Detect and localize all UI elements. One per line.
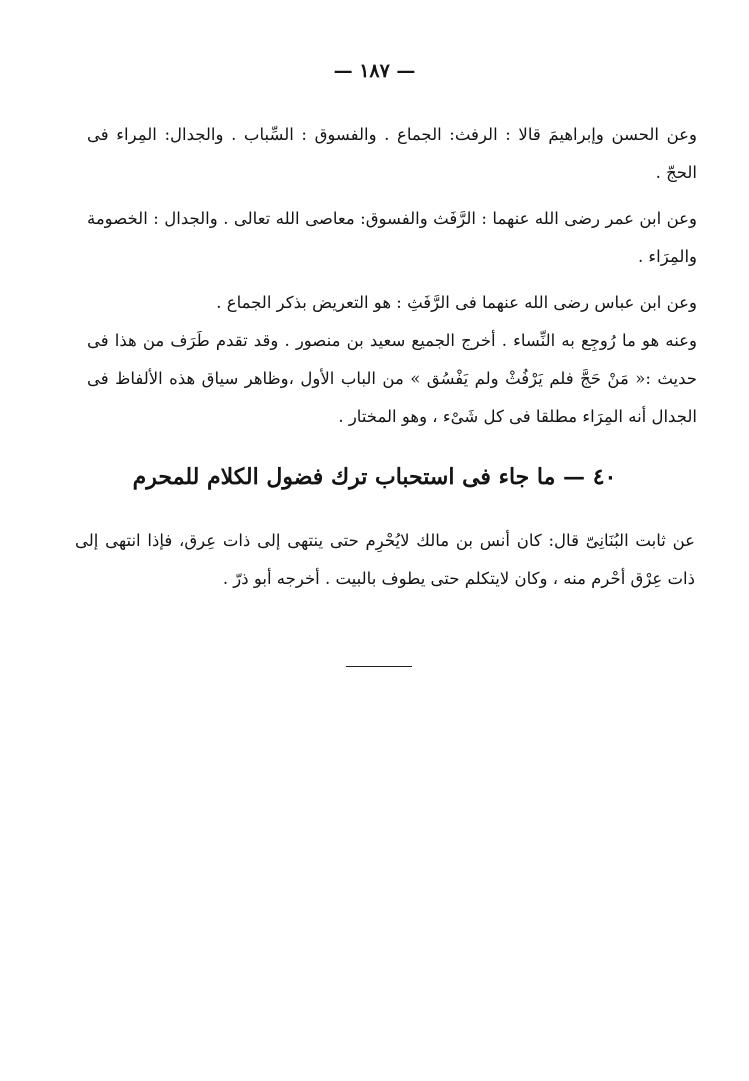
end-divider <box>346 666 412 667</box>
paragraph-ibn-abbas: وعن ابن عباس رضى الله عنهما فى الرَّفَثِ : هو التعريض بذكر الجماع . <box>216 293 697 312</box>
section-text: عن ثابت البُنَانِىّ قال: كان أنس بن مالك لايُحْرِم حتى ينتهى إلى ذات عِرق، فإذا انتهى إلى ذات عِرْق أحْرم منه ، وكان لايتكلم حتى يطوف بالبيت . أخرجه أبو ذرّ . <box>75 531 695 588</box>
section-heading: ٤٠ — ما جاء فى استحباب ترك فضول الكلام للمحرم <box>132 464 617 490</box>
paragraph-ibn-umar: وعن ابن عمر رضى الله عنهما : الرَّفَث والفسوق: معاصى الله تعالى . والجدال : الخصومة والمِرَاء . <box>87 209 697 266</box>
page-number: — ١٨٧ — <box>333 60 416 82</box>
paragraph-commentary: وعنه هو ما رُوجِع به النِّساء . أخرج الجميع سعيد بن منصور . وقد تقدم طَرَف من هذا فى حديث :« مَنْ حَجَّ فلم يَرْفُثْ ولم يَفْسُق » من الباب الأول ،وظاهر سياق هذه الألفاظ فى الجدال أنه المِرَاء مطلقا فى كل شَىْء ، وهو المختار . <box>87 331 697 426</box>
paragraph-hasan-ibrahim: وعن الحسن وإبراهيمَ قالا : الرفث: الجماع . والفسوق : السِّباب . والجدال: المِراء فى الحجّ . <box>87 125 697 182</box>
